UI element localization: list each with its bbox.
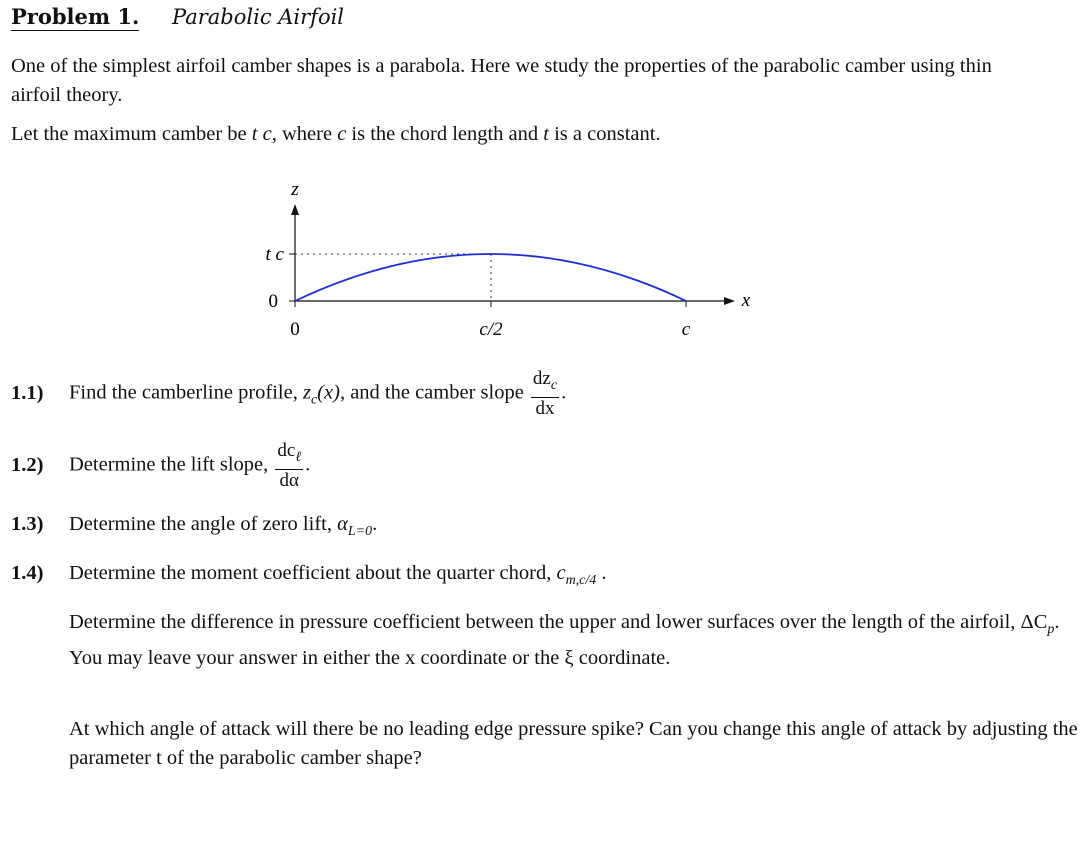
intro-text: , where (271, 123, 338, 145)
question-1-2 (11, 440, 1021, 492)
math-sub: c (310, 392, 318, 408)
math-tc: t c (251, 123, 272, 145)
camber-diagram (0, 170, 1080, 350)
intro-text: is the chord length and (346, 123, 544, 145)
math-arg: (x) (317, 381, 340, 404)
math-cm: c (556, 562, 566, 584)
x-tick-label-mid: c/2 (479, 319, 503, 340)
x-axis-label: x (741, 290, 751, 311)
question-label: 1.2) (11, 453, 44, 476)
frac-num-sub: c (550, 377, 558, 393)
frac-num: dc (277, 440, 296, 461)
question-text: Determine the angle of zero lift, (69, 513, 338, 535)
z-axis-arrow (291, 204, 299, 215)
problem-heading (11, 4, 344, 29)
camber-slope-fraction (531, 368, 559, 420)
lift-slope-fraction (275, 440, 303, 492)
x-tick-label-end: c (681, 319, 691, 340)
math-sub: p (1047, 622, 1055, 638)
question-1-4 (11, 559, 1021, 595)
fraction-numerator (275, 440, 303, 470)
intro-camber-definition (11, 120, 1011, 149)
math-sub: L=0 (347, 524, 373, 540)
question-text: . (372, 513, 378, 535)
math-sub: m,c/4 (565, 573, 597, 589)
question-text: , and the camber slope (339, 381, 529, 404)
question-label (11, 608, 69, 637)
question-1-5 (11, 608, 1079, 673)
question-label (11, 715, 69, 744)
frac-num-sub: ℓ (295, 449, 302, 465)
question-label: 1.1) (11, 381, 44, 404)
intro-text: Let the maximum camber be (11, 123, 252, 145)
question-text: . (561, 381, 567, 404)
z-axis-label: z (291, 179, 299, 200)
question-text: Determine the difference in pressure coefficient between the upper and lower surfaces over the length of the airfoil, ΔC (69, 611, 1048, 633)
y-tick-label-zero: 0 (268, 291, 278, 312)
x-tick-label-zero: 0 (290, 319, 300, 340)
question-label: 1.3) (11, 513, 44, 535)
math-z: z (302, 381, 311, 404)
question-1-1 (11, 368, 1021, 420)
question-text: At which angle of attack will there be no leading edge pressure spike? Can you change this angle of attack by adjusting the parameter t of the parabolic camber shape? (69, 718, 1078, 769)
math-t: t (543, 123, 549, 145)
question-text: . (305, 453, 311, 476)
question-1-3 (11, 510, 1021, 546)
math-alpha: α (337, 513, 348, 535)
question-text: Determine the lift slope, (69, 453, 274, 476)
question-text: Determine the moment coefficient about the quarter chord, (69, 562, 557, 584)
intro-text: is a constant. (548, 123, 661, 145)
intro-paragraph: One of the simplest airfoil camber shapes is a parabola. Here we study the properties of the parabolic camber using thin airfoil theory. (11, 55, 992, 106)
x-axis-arrow (724, 297, 735, 305)
question-text: . (596, 562, 607, 584)
question-label: 1.4) (11, 562, 44, 584)
question-1-6 (11, 715, 1079, 773)
question-text: . You may leave your answer in either the x coordinate or the ξ coordinate. (69, 611, 1060, 670)
math-c: c (337, 123, 347, 145)
fraction-numerator (531, 368, 559, 398)
problem-title: Parabolic Airfoil (172, 5, 345, 29)
question-text: Find the camberline profile, (69, 381, 303, 404)
problem-number: Problem 1. (11, 4, 140, 29)
frac-num: dz (532, 368, 551, 389)
y-tick-label-tc: t c (265, 244, 284, 265)
fraction-denominator: dα (279, 469, 299, 491)
fraction-denominator: dx (535, 397, 555, 419)
